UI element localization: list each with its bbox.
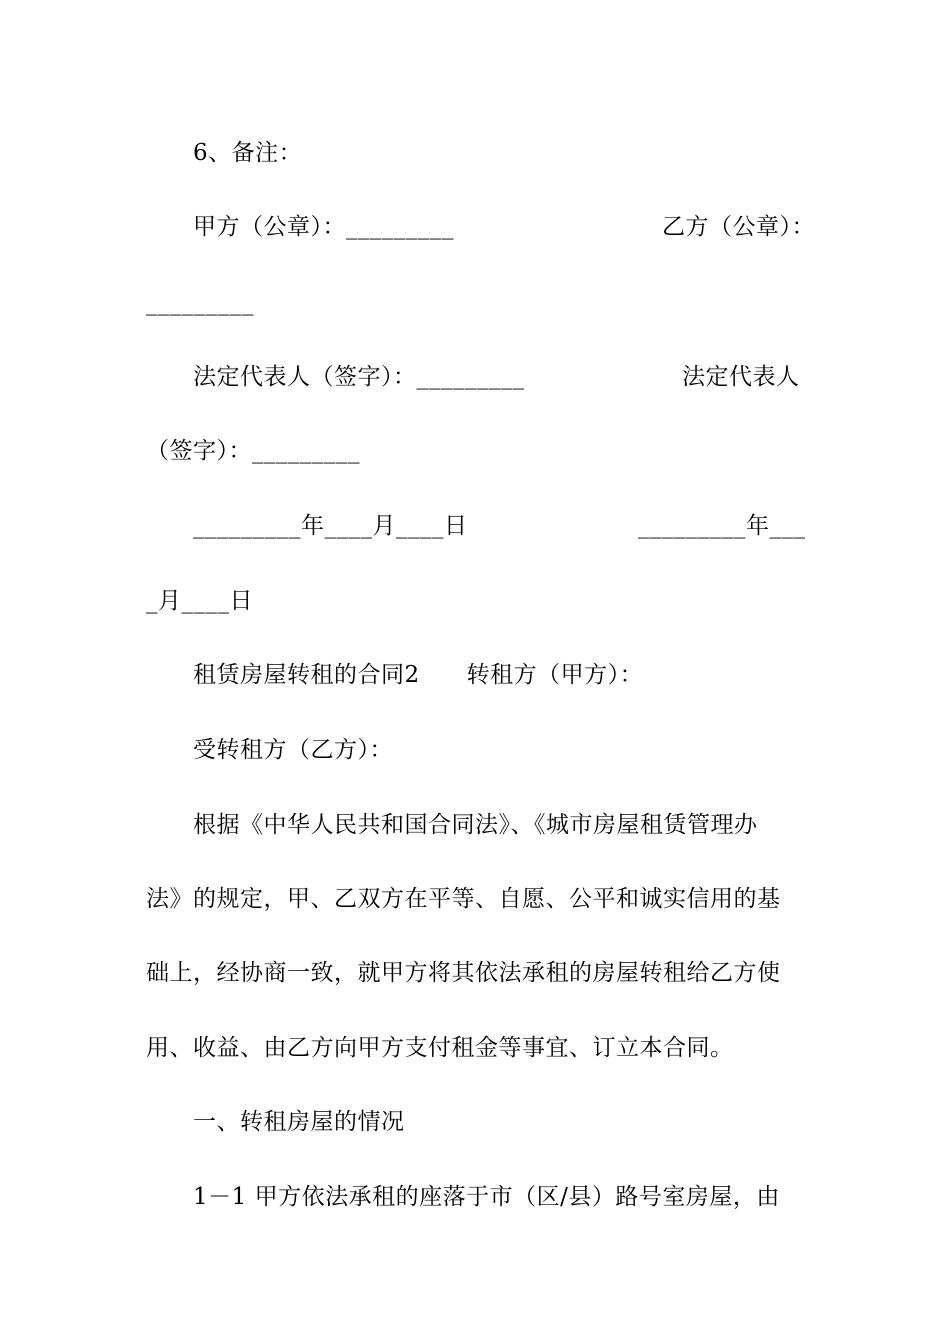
clause-1-1: 1－1 甲方依法承租的座落于市（区/县）路号室房屋，由 bbox=[193, 1184, 780, 1210]
paragraph-line: 础上，经协商一致，就甲方将其依法承租的房屋转租给乙方使 bbox=[146, 960, 781, 986]
party-b-rep-signature: （签字）：_________ bbox=[146, 438, 360, 464]
section-heading: 一、转租房屋的情况 bbox=[193, 1109, 405, 1135]
date-party-b: _________年___ bbox=[638, 513, 806, 539]
paragraph-line: 用、收益、由乙方向甲方支付租金等事宜、订立本合同。 bbox=[146, 1035, 734, 1061]
remarks-label: 6、备注： bbox=[193, 140, 303, 166]
party-a-seal-line: 甲方（公章）：_________ bbox=[193, 214, 454, 240]
sublessee-line: 受转租方（乙方）： bbox=[193, 737, 393, 763]
party-a-rep-line: 法定代表人（签字）：_________ bbox=[193, 364, 525, 390]
date-party-b-continued: _月____日 bbox=[146, 588, 253, 614]
contract-title-line: 租赁房屋转租的合同2 转租方（甲方）： bbox=[193, 662, 644, 688]
party-b-rep-label: 法定代表人 bbox=[682, 364, 800, 390]
party-b-seal-blank: _________ bbox=[146, 290, 254, 316]
date-party-a: _________年____月____日 bbox=[193, 513, 468, 539]
paragraph-line: 法》的规定，甲、乙双方在平等、自愿、公平和诚实信用的基 bbox=[146, 886, 781, 912]
paragraph-line: 根据《中华人民共和国合同法》、《城市房屋租赁管理办 bbox=[193, 812, 758, 838]
party-b-seal-label: 乙方（公章）： bbox=[662, 214, 815, 240]
